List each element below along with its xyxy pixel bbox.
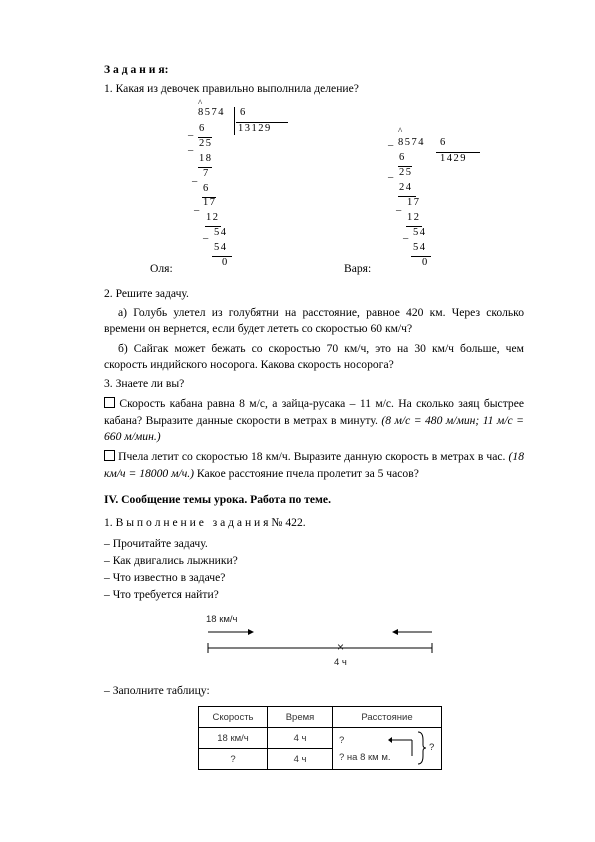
cell-distance-1: ? <box>339 734 345 746</box>
task3a-answer: (8 м/с = 480 м/мин; 11 м/с = 660 м/мин.) <box>104 413 524 443</box>
minus: – <box>194 205 201 216</box>
checkbox-icon <box>104 397 115 408</box>
header-time: Время <box>268 707 333 728</box>
row: 17 <box>203 197 217 208</box>
dividend: 8574 <box>198 107 225 118</box>
dividend: 8574 <box>398 137 425 148</box>
row: 6 <box>399 152 406 163</box>
row: 54 <box>413 227 427 238</box>
task3b-post: Какое расстояние пчела пролетит за 5 часов? <box>194 466 419 480</box>
fill-table-prompt: – Заполните таблицу: <box>104 684 210 697</box>
task2b-text: б) Сайгак может бежать со скоростью 70 км/ч, это на 30 км/ч больше, чем скорость индийского носорога. Какова скорость носорога? <box>104 342 524 371</box>
question-2: – Как двигались лыжники? <box>104 554 238 567</box>
varya-label: Варя: <box>344 262 372 275</box>
task3b-answer: (18 км/ч = 18000 м/ч.) <box>104 450 525 480</box>
section-iv-heading: IV. Сообщение темы урока. Работа по теме. <box>104 493 331 506</box>
question-3: – Что известно в задаче? <box>104 571 226 584</box>
cell-speed: 18 км/ч <box>199 728 268 749</box>
quotient: 13129 <box>238 123 272 134</box>
question-1: – Прочитайте задачу. <box>104 537 208 550</box>
question-4: – Что требуется найти? <box>104 588 219 601</box>
task1-text: 1. Какая из девочек правильно выполнила деление? <box>104 82 359 95</box>
cell-distance-2: ? на 8 км м. <box>339 751 391 763</box>
row: 24 <box>399 182 413 193</box>
task3b-pre: Пчела летит со скоростью 18 км/ч. Выразите данную скорость в метрах в час. <box>115 450 506 463</box>
minus: – <box>403 233 410 244</box>
meeting-point-cross: × <box>337 640 345 654</box>
exercise-number: № 422. <box>268 516 306 529</box>
task2a-text: а) Голубь улетел из голубятни на расстояние, равное 420 км. Через сколько времени он вернется, если будет лететь со скоростью 60 км/ч? <box>104 306 524 335</box>
minus: – <box>188 145 195 156</box>
arrow-left-head <box>392 629 398 635</box>
header-speed: Скорость <box>199 707 268 728</box>
cell-time: 4 ч <box>268 749 333 770</box>
cell-time: 4 ч <box>268 728 333 749</box>
row: 6 <box>199 123 206 134</box>
row: 12 <box>206 212 220 223</box>
divisor: 6 <box>240 107 247 118</box>
exercise-prefix: 1. В ы п о л н е н и е з а д а н и я <box>104 516 269 529</box>
row: 25 <box>399 167 413 178</box>
olya-label: Оля: <box>150 262 173 275</box>
quotient: 1429 <box>440 153 467 164</box>
row: 54 <box>413 242 427 253</box>
row: 6 <box>203 183 210 194</box>
row: 0 <box>222 257 229 268</box>
row: 12 <box>407 212 421 223</box>
tasks-heading: З а д а н и я: <box>104 63 169 76</box>
row: 17 <box>407 197 421 208</box>
row: 25 <box>199 138 213 149</box>
minus: – <box>388 140 395 151</box>
task3a-paragraph <box>104 396 524 446</box>
brace-question: ? <box>429 742 435 753</box>
minus: – <box>388 172 395 183</box>
task2-heading: 2. Решите задачу. <box>104 287 189 300</box>
minus: – <box>188 130 195 141</box>
row: 7 <box>203 168 210 179</box>
bracket-arrow-head <box>388 737 392 743</box>
task3-heading: 3. Знаете ли вы? <box>104 377 185 390</box>
row: 0 <box>422 257 429 268</box>
cell-speed: ? <box>199 749 268 770</box>
minus: – <box>203 233 210 244</box>
exercise-line <box>104 516 306 529</box>
caret-mark: ^ <box>398 126 404 136</box>
divisor: 6 <box>440 137 447 148</box>
header-distance: Расстояние <box>333 707 442 728</box>
checkbox-icon <box>104 450 115 461</box>
caret-mark: ^ <box>198 98 204 108</box>
arrow-right-head <box>248 629 254 635</box>
time-label: 4 ч <box>334 657 347 668</box>
speed-label: 18 км/ч <box>206 614 238 625</box>
row: 18 <box>199 153 213 164</box>
curly-brace-icon <box>418 732 426 764</box>
row: 54 <box>214 227 228 238</box>
minus: – <box>192 176 199 187</box>
task3b-paragraph <box>104 449 524 482</box>
row: 54 <box>214 242 228 253</box>
task3a-text: Скорость кабана равна 8 м/с, а зайца-русака – 11 м/с. На сколько заяц быстрее кабана? Выразите данные скорости в метрах в минуту. <box>104 397 524 427</box>
minus: – <box>396 205 403 216</box>
